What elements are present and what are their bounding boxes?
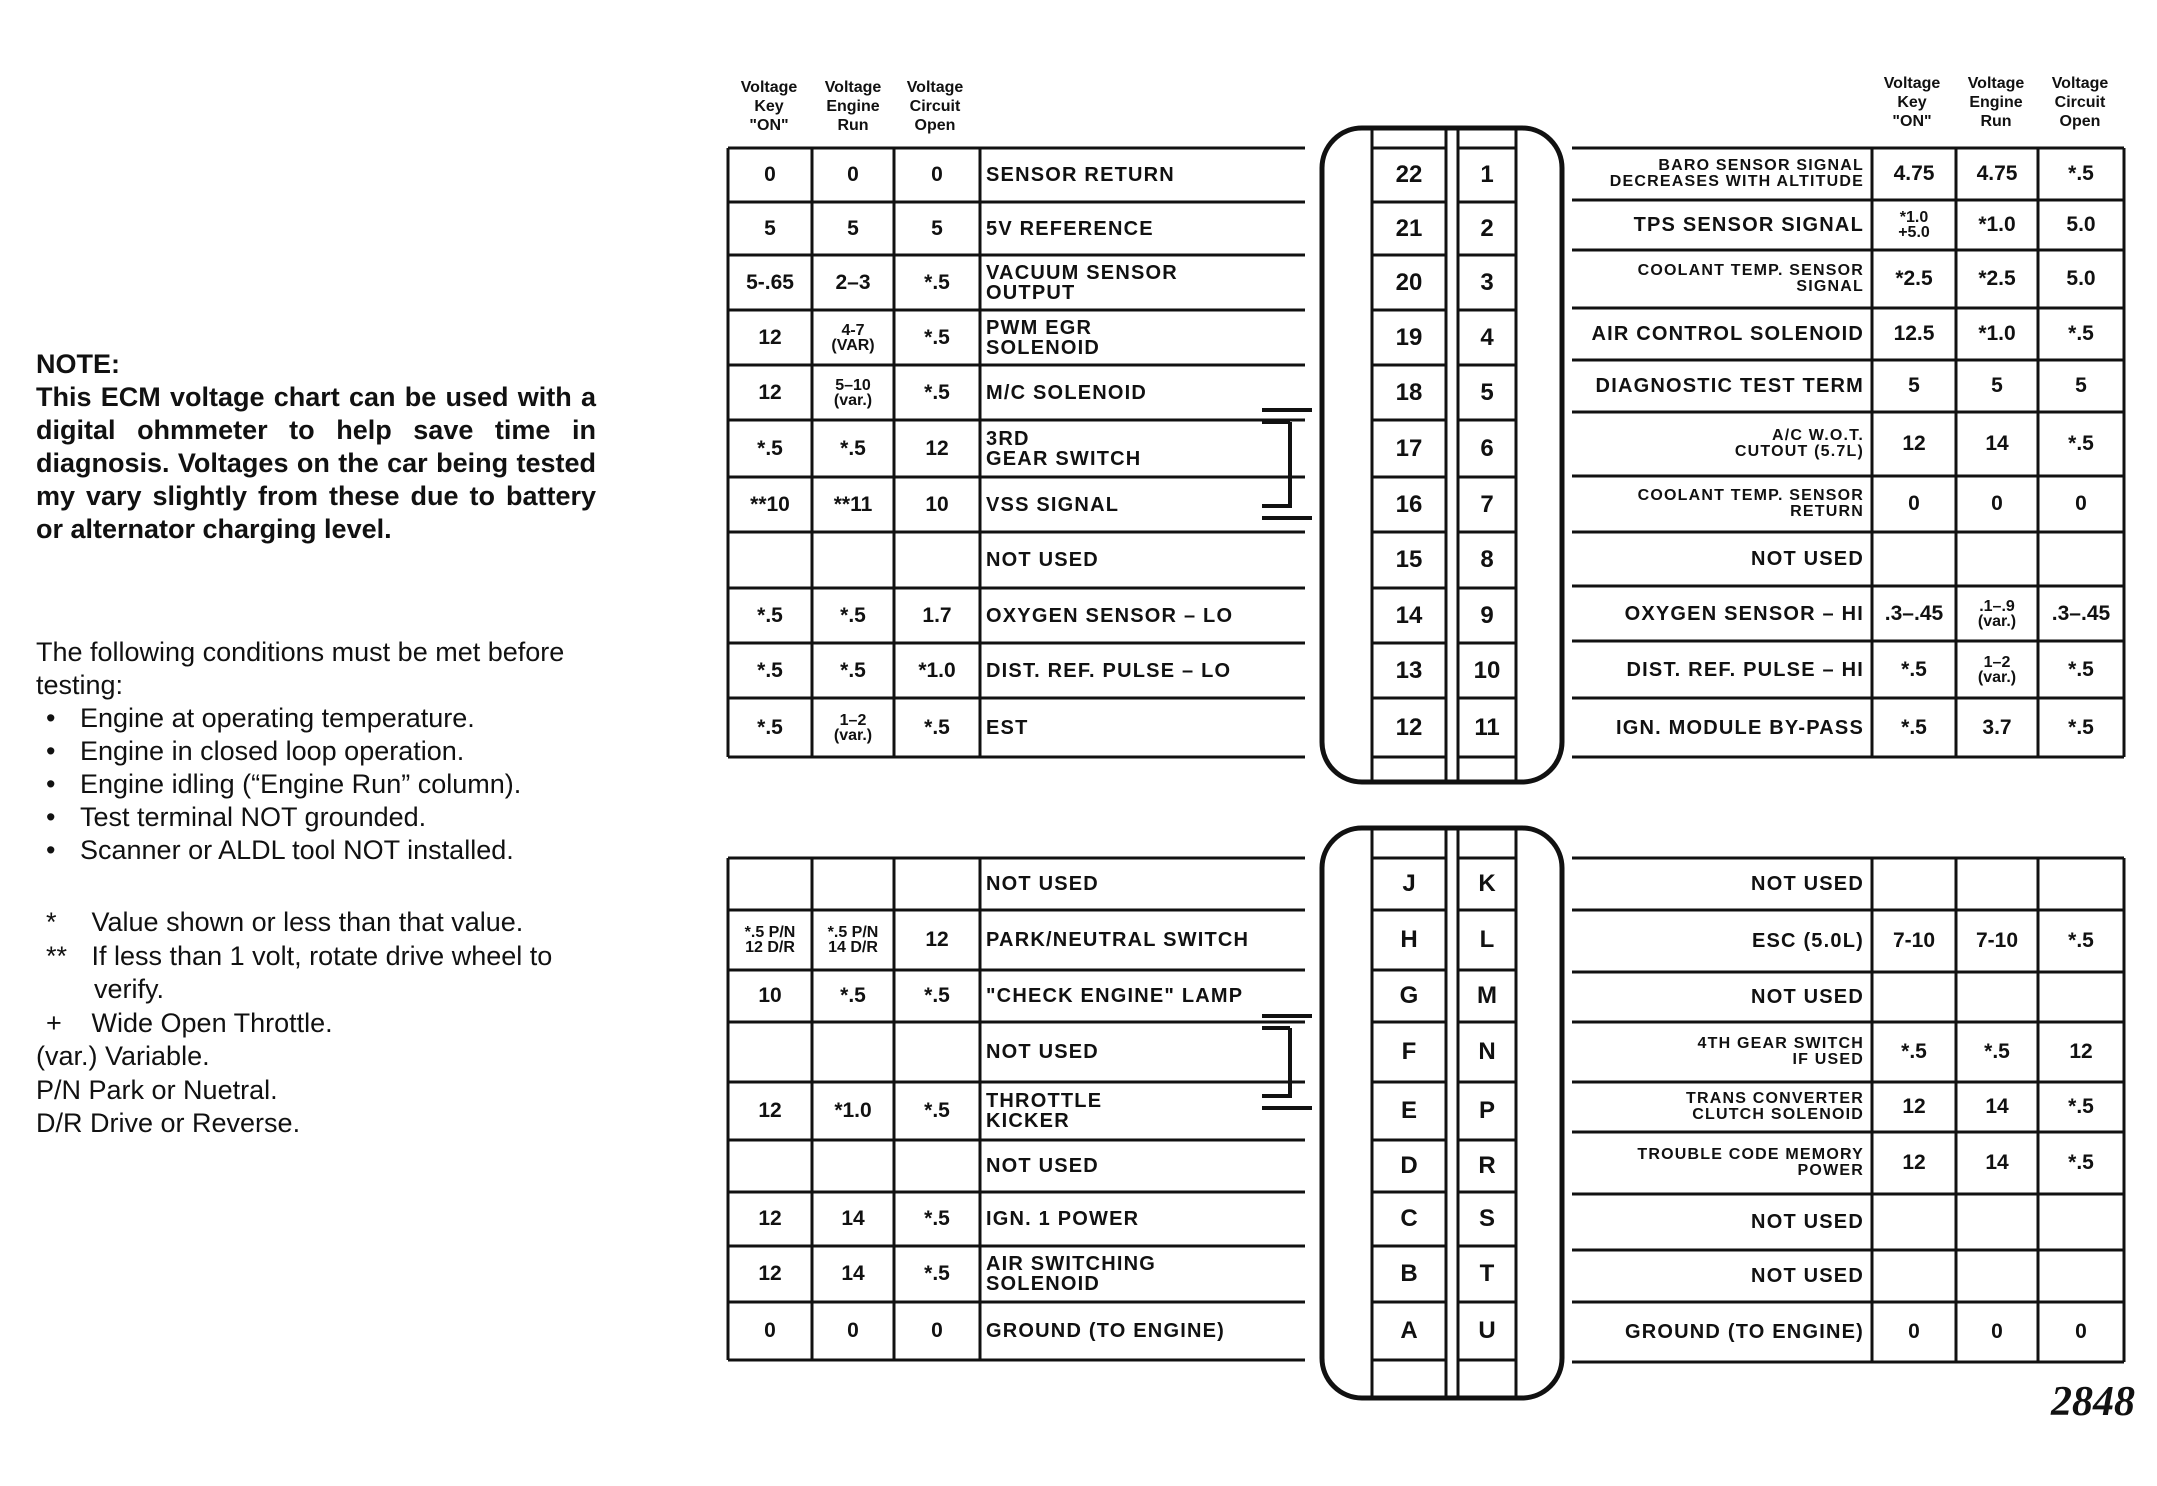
voltage-cell: *.5 (924, 984, 950, 1007)
circuit-function-label: COOLANT TEMP. SENSOR SIGNAL (1637, 262, 1864, 295)
voltage-cell: 0 (764, 163, 776, 186)
voltage-cell: *.5 (757, 658, 783, 682)
circuit-function-label: NOT USED (986, 1155, 1099, 1177)
voltage-cell (814, 534, 892, 586)
voltage-cell: 2–3 (835, 270, 871, 294)
voltage-cell: 12 (758, 325, 782, 349)
circuit-function-label: GROUND (TO ENGINE) (986, 1320, 1226, 1342)
voltage-cell (1958, 1196, 2036, 1248)
voltage-cell: 5 (931, 216, 943, 240)
circuit-function-label: TROUBLE CODE MEMORY POWER (1637, 1146, 1864, 1179)
voltage-cell: 12 (1902, 1151, 1926, 1174)
voltage-cell: *.5 (840, 658, 866, 682)
voltage-cell: 4.75 (1893, 162, 1935, 185)
voltage-cell: *.5 (840, 984, 866, 1007)
circuit-function-label: NOT USED (986, 873, 1099, 895)
legend-text: Variable. (105, 1041, 210, 1071)
voltage-cell (2040, 1196, 2122, 1248)
voltage-cell: *.5 (1901, 657, 1927, 681)
voltage-cell: *.5 (840, 603, 866, 627)
voltage-cell: *.5 (2068, 162, 2094, 185)
condition-item: • Engine idling (“Engine Run” column). (36, 768, 656, 801)
legend-symbol: D/R (36, 1108, 83, 1138)
circuit-function-label: OXYGEN SENSOR – HI (1624, 602, 1864, 625)
voltage-cell: 10 (925, 492, 949, 516)
legend-symbol: ** (46, 940, 68, 971)
voltage-cell (1958, 1252, 2036, 1300)
circuit-function-label: NOT USED (1751, 1265, 1864, 1287)
voltage-cell (814, 1142, 892, 1190)
voltage-cell (2040, 974, 2122, 1020)
voltage-cell: 0 (847, 1319, 859, 1342)
voltage-cell (1874, 1252, 1954, 1300)
legend-text: Drive or Reverse. (90, 1108, 301, 1138)
voltage-cell: 5 (1908, 374, 1920, 397)
voltage-cell (896, 860, 978, 908)
voltage-cell: 5 (2075, 374, 2087, 397)
connector-pin-label: 7 (1480, 490, 1494, 518)
voltage-cell: *.5 (924, 1207, 950, 1230)
circuit-function-label: EST (986, 716, 1029, 739)
voltage-cell (730, 1142, 810, 1190)
voltage-cell: **10 (750, 492, 790, 516)
voltage-cell: *.5 (1901, 1040, 1927, 1063)
voltage-cell: 0 (1908, 492, 1920, 515)
circuit-function-label: NOT USED (1751, 548, 1864, 570)
voltage-cell (1874, 860, 1954, 908)
voltage-cell: *1.0 (1978, 322, 2016, 345)
connector-pin-label: U (1478, 1317, 1496, 1344)
voltage-cell: 12 (2069, 1040, 2093, 1063)
voltage-cell (814, 1024, 892, 1080)
connector-pin-label: 13 (1395, 656, 1423, 684)
voltage-cell: 14 (841, 1262, 865, 1285)
note-body: This ECM voltage chart can be used with a digital ohmmeter to help save time in diagnosis. Voltages on the car being tested my vary slightly from these due to battery or alternator charging level. (36, 382, 596, 544)
connector-pin-label: 1 (1480, 161, 1494, 188)
voltage-cell: .3–.45 (2051, 601, 2111, 625)
circuit-function-label: TPS SENSOR SIGNAL (1633, 214, 1864, 236)
circuit-function-label: DIST. REF. PULSE – LO (986, 659, 1232, 682)
voltage-cell: 3.7 (1982, 715, 2012, 739)
legend-text: Park or Nuetral. (88, 1074, 278, 1105)
connector-pin-label: 2 (1480, 214, 1494, 242)
voltage-cell (2040, 1252, 2122, 1300)
connector-pin-label: 11 (1474, 713, 1500, 741)
voltage-cell: 0 (1991, 1320, 2003, 1343)
connector-pin-label: N (1478, 1038, 1496, 1065)
voltage-cell: *.5 (2068, 432, 2094, 455)
voltage-cell: 7-10 (1975, 929, 2019, 952)
circuit-function-label: IGN. 1 POWER (986, 1208, 1140, 1230)
circuit-function-label: COOLANT TEMP. SENSOR RETURN (1637, 487, 1864, 520)
connector-pin-label: P (1478, 1097, 1495, 1124)
voltage-cell: 0 (764, 1319, 776, 1342)
condition-item: • Engine in closed loop operation. (36, 735, 656, 768)
voltage-cell: 5.0 (2066, 213, 2096, 236)
connector-pin-label: 3 (1480, 268, 1494, 296)
voltage-cell: *.5 (2068, 657, 2094, 681)
circuit-function-label: DIST. REF. PULSE – HI (1626, 658, 1864, 681)
voltage-cell: *.5 (840, 436, 866, 460)
connector-pin-label: 12 (1395, 713, 1423, 741)
voltage-cell: 0 (847, 163, 859, 186)
connector-pin-label: R (1478, 1152, 1496, 1179)
circuit-function-label: NOT USED (986, 549, 1099, 571)
connector-pin-label: C (1400, 1205, 1418, 1232)
voltage-cell: *.5 (924, 325, 950, 349)
voltage-cell (730, 1024, 810, 1080)
voltage-cell: *.5 (924, 270, 950, 294)
condition-item: • Test terminal NOT grounded. (36, 801, 656, 834)
circuit-function-label: TRANS CONVERTER CLUTCH SOLENOID (1685, 1090, 1864, 1123)
circuit-function-label: 5V REFERENCE (986, 217, 1154, 240)
voltage-cell: .3–.45 (1884, 601, 1944, 625)
voltage-cell: 12 (925, 928, 949, 951)
circuit-function-label: "CHECK ENGINE" LAMP (986, 985, 1244, 1007)
voltage-cell: *.5 (924, 715, 950, 739)
voltage-cell: *.5 (1901, 715, 1927, 739)
header-right-key-on: Voltage Key "ON" (1883, 75, 1941, 130)
circuit-function-label: NOT USED (1751, 1211, 1864, 1233)
voltage-cell: *.5 (2068, 1151, 2094, 1174)
conditions-intro: The following conditions must be met before testing: (36, 637, 565, 700)
connector-pin-label: 9 (1480, 601, 1494, 629)
voltage-cell: **11 (833, 492, 873, 516)
circuit-function-label: AIR SWITCHING SOLENOID (986, 1253, 1157, 1295)
voltage-cell (1958, 974, 2036, 1020)
voltage-cell: 10 (758, 984, 782, 1007)
connector-pin-label: 14 (1395, 601, 1423, 629)
circuit-function-label: M/C SOLENOID (986, 381, 1148, 404)
legend-symbol: + (46, 1007, 62, 1038)
voltage-cell (1958, 860, 2036, 908)
circuit-function-label: A/C W.O.T. CUTOUT (5.7L) (1734, 427, 1864, 460)
voltage-cell: 1–2 (var.) (1977, 653, 2017, 686)
legend-text: Value shown or less than that value. (91, 907, 524, 937)
voltage-cell: 12 (758, 1207, 782, 1230)
connector-pin-label: 16 (1395, 490, 1423, 518)
voltage-cell: 14 (1985, 1095, 2009, 1118)
voltage-cell: *.5 (924, 1262, 950, 1285)
voltage-cell: 4.75 (1976, 162, 2018, 185)
voltage-cell: 4-7 (VAR) (831, 321, 875, 354)
circuit-function-label: GROUND (TO ENGINE) (1624, 1321, 1864, 1343)
legend-text: If less than 1 volt, rotate drive wheel to (91, 940, 553, 971)
voltage-cell: *.5 P/N 12 D/R (744, 924, 796, 956)
circuit-function-label: BARO SENSOR SIGNAL DECREASES WITH ALTITUDE (1609, 157, 1864, 190)
voltage-cell: 0 (931, 163, 943, 186)
connector-pin-label: 21 (1395, 214, 1423, 242)
voltage-cell: *.5 (757, 436, 783, 460)
voltage-cell: 0 (2075, 1320, 2087, 1343)
voltage-cell: 12 (925, 436, 949, 460)
connector-pin-label: 15 (1395, 546, 1423, 573)
condition-item: • Engine at operating temperature. (36, 702, 656, 735)
circuit-function-label: IGN. MODULE BY-PASS (1615, 716, 1864, 739)
voltage-cell: 1–2 (var.) (833, 711, 873, 744)
header-left-key-on: Voltage Key "ON" (740, 79, 798, 134)
voltage-cell: 7-10 (1892, 929, 1936, 952)
voltage-cell: *.5 (757, 715, 783, 739)
voltage-cell (730, 860, 810, 908)
voltage-cell: 12 (758, 1262, 782, 1285)
voltage-cell: 5-.65 (746, 270, 794, 294)
voltage-cell: *.5 (924, 380, 950, 404)
voltage-cell: *2.5 (1978, 267, 2016, 290)
circuit-function-label: VSS SIGNAL (986, 493, 1120, 516)
circuit-function-label: VACUUM SENSOR OUTPUT (986, 261, 1178, 304)
voltage-cell: *2.5 (1895, 267, 1933, 290)
circuit-function-label: AIR CONTROL SOLENOID (1591, 323, 1864, 345)
connector-pin-label: S (1478, 1205, 1495, 1232)
voltage-cell: 5 (764, 216, 776, 240)
connector-pin-label: D (1400, 1152, 1418, 1179)
circuit-function-label: PWM EGR SOLENOID (986, 316, 1101, 359)
connector-pin-label: B (1400, 1260, 1418, 1287)
voltage-cell: *1.0 (918, 658, 956, 682)
voltage-cell: 14 (841, 1207, 865, 1230)
connector-pin-label: 17 (1395, 434, 1423, 462)
voltage-cell: *1.0 +5.0 (1898, 209, 1930, 241)
voltage-cell (896, 1024, 978, 1080)
voltage-cell: 5–10 (var.) (833, 376, 873, 409)
circuit-function-label: 4TH GEAR SWITCH IF USED (1697, 1035, 1864, 1068)
circuit-function-label: DIAGNOSTIC TEST TERM (1595, 375, 1864, 397)
connector-pin-label: 20 (1395, 268, 1423, 296)
legend-symbol: P/N (36, 1074, 82, 1105)
circuit-function-label: NOT USED (1751, 986, 1864, 1008)
voltage-cell (730, 534, 810, 586)
connector-pin-label: F (1401, 1038, 1417, 1065)
voltage-cell (896, 1142, 978, 1190)
connector-pin-label: G (1399, 982, 1419, 1009)
voltage-cell: 14 (1985, 1151, 2009, 1174)
connector-pin-label: 4 (1480, 323, 1494, 351)
voltage-cell: 5 (1991, 374, 2003, 397)
voltage-cell: *.5 (2068, 929, 2094, 952)
voltage-cell: 14 (1985, 432, 2009, 455)
legend-symbol: * (46, 907, 57, 937)
connector-pin-label: 19 (1395, 323, 1423, 351)
note-title: NOTE: (36, 349, 120, 379)
voltage-cell (2040, 534, 2122, 584)
voltage-cell: 12 (758, 380, 782, 404)
voltage-cell (1958, 534, 2036, 584)
legend-text: Wide Open Throttle. (91, 1007, 333, 1038)
header-left-engine-run: Voltage Engine Run (824, 79, 882, 134)
connector-pin-label: K (1478, 870, 1496, 897)
header-right-engine-run: Voltage Engine Run (1967, 75, 2025, 130)
voltage-cell: 12 (1902, 432, 1926, 455)
voltage-cell: .1–.9 (var.) (1977, 597, 2017, 630)
connector-pin-label: L (1479, 926, 1495, 953)
voltage-cell: 12.5 (1893, 322, 1935, 345)
legend-text: verify. (94, 974, 165, 1004)
connector-pin-label: A (1400, 1317, 1418, 1344)
voltage-cell: *1.0 (834, 1099, 872, 1122)
voltage-cell: *.5 (2068, 1095, 2094, 1118)
circuit-function-label: PARK/NEUTRAL SWITCH (986, 929, 1250, 951)
circuit-function-label: NOT USED (986, 1041, 1099, 1063)
voltage-cell: *.5 (2068, 715, 2094, 739)
voltage-cell: 5.0 (2066, 267, 2096, 290)
connector-pin-label: T (1479, 1260, 1495, 1287)
voltage-cell (814, 860, 892, 908)
voltage-cell: 0 (1991, 492, 2003, 515)
page-number: 2848 (2051, 1379, 2135, 1425)
voltage-cell (1874, 974, 1954, 1020)
voltage-cell: 12 (1902, 1095, 1926, 1118)
voltage-cell: 0 (1908, 1320, 1920, 1343)
voltage-cell: *.5 (2068, 322, 2094, 345)
voltage-cell (1874, 1196, 1954, 1248)
connector-pin-label: 10 (1473, 656, 1501, 684)
circuit-function-label: 3RD GEAR SWITCH (986, 427, 1142, 470)
voltage-cell: *.5 (757, 603, 783, 627)
header-left-circuit-open: Voltage Circuit Open (906, 79, 964, 134)
connector-pin-label: E (1400, 1097, 1417, 1124)
voltage-cell (2040, 860, 2122, 908)
legend-symbol: (var.) (36, 1041, 98, 1071)
voltage-cell: *.5 (1984, 1040, 2010, 1063)
voltage-cell: *1.0 (1978, 213, 2016, 236)
voltage-cell: *.5 P/N 14 D/R (827, 924, 879, 956)
voltage-cell: *.5 (924, 1099, 950, 1122)
voltage-cell: 0 (931, 1319, 943, 1342)
connector-pin-label: 5 (1480, 378, 1494, 406)
connector-pin-label: 6 (1480, 434, 1494, 462)
connector-pin-label: M (1477, 982, 1497, 1009)
circuit-function-label: NOT USED (1751, 873, 1864, 895)
circuit-function-label: THROTTLE KICKER (986, 1090, 1103, 1132)
header-right-circuit-open: Voltage Circuit Open (2051, 75, 2109, 130)
connector-pin-label: J (1402, 870, 1416, 897)
voltage-cell (1874, 534, 1954, 584)
voltage-cell: 0 (2075, 492, 2087, 515)
connector-pin-label: H (1400, 926, 1418, 953)
voltage-cell: 1.7 (922, 603, 952, 627)
connector-pin-label: 18 (1395, 378, 1423, 406)
circuit-function-label: OXYGEN SENSOR – LO (986, 604, 1234, 627)
circuit-function-label: ESC (5.0L) (1751, 930, 1864, 952)
voltage-cell (896, 534, 978, 586)
connector-pin-label: 22 (1395, 161, 1423, 188)
connector-pin-label: 8 (1480, 546, 1494, 573)
condition-item: • Scanner or ALDL tool NOT installed. (36, 834, 656, 867)
voltage-cell: 5 (847, 216, 859, 240)
circuit-function-label: SENSOR RETURN (986, 164, 1175, 186)
voltage-cell: 12 (758, 1099, 782, 1122)
